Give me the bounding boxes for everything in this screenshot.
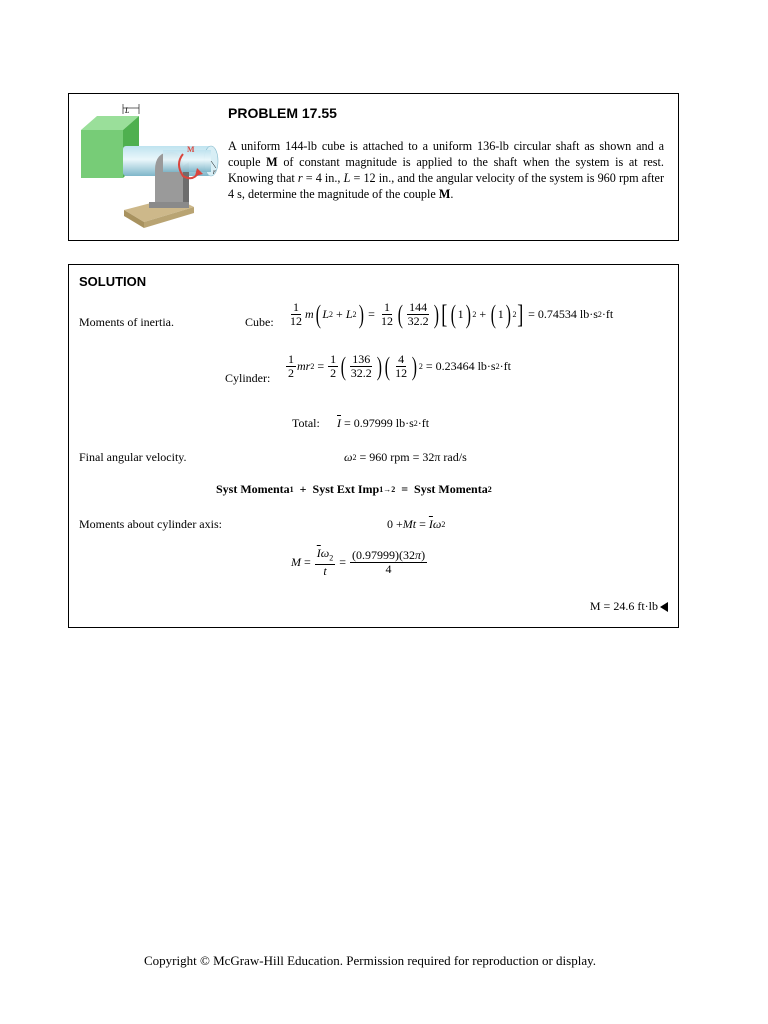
problem-box bbox=[68, 93, 679, 241]
moment-equation: 0 + Mt = $\overline{I}$ ω 2 bbox=[387, 517, 446, 531]
solution-title: SOLUTION bbox=[79, 274, 147, 289]
total-value: = 0.97999 lb·s bbox=[344, 416, 414, 430]
problem-statement: A uniform 144-lb cube is attached to a uniform 136-lb circular shaft as shown and a couple M of constant magnitude is applied to the shaft when the system is at rest. Knowing that r = 4 in., L = 12 in., and the angular velocity of the system is 960 rpm after 4 s, determine the magnitude of the couple M. bbox=[228, 139, 665, 201]
answer-marker-icon bbox=[660, 602, 668, 612]
moments-about-axis-label: Moments about cylinder axis: bbox=[79, 517, 222, 531]
cylinder-label: Cylinder: bbox=[225, 371, 271, 385]
final-angular-velocity-label: Final angular velocity. bbox=[79, 450, 187, 464]
omega-value: = 960 rpm = 32π rad/s bbox=[359, 450, 467, 464]
copyright-notice: Copyright © McGraw-Hill Education. Permission required for reproduction or display. bbox=[143, 953, 597, 968]
figure-label-M: M bbox=[187, 145, 195, 154]
solution-box bbox=[68, 264, 679, 628]
figure-label-r: r bbox=[213, 168, 216, 176]
problem-title: PROBLEM 17.55 bbox=[228, 105, 337, 121]
total-equation: $\overline{I}$ = 0.97999 lb·s 2 ·ft bbox=[337, 416, 430, 430]
cylinder-equation: $\frac{1}{2}$ mr 2 = $\frac{1}{2}$ ( $\frac{136}{32.2}$ ) ( $\frac{4}{12}$ ) 2 = 0.23464 lb·s 2 ·ft bbox=[288, 351, 511, 381]
moments-of-inertia-label: Moments of inertia. bbox=[79, 315, 174, 329]
m-equation: M = $\frac{\overline{I}\omega_2}{t}$ = $\frac{(0.97999)(32\pi)}{4}$ bbox=[291, 546, 426, 579]
figure-label-L: L bbox=[125, 106, 130, 115]
cube-label: Cube: bbox=[245, 315, 274, 329]
total-label: Total: bbox=[292, 416, 320, 430]
cube-result: = 0.74534 lb·s bbox=[528, 307, 598, 321]
cube-equation: $\frac{1}{12}$ m ( L 2 + L 2 ) = $\frac{1}{12}$ ( $\frac{144}{32.2}$ ) [ ( 1 ) 2 + ( 1 ) 2 ] = 0.74534 lb·s 2 ·ft bbox=[290, 299, 614, 329]
final-answer: M = 24.6 ft·lb bbox=[590, 599, 668, 614]
cylinder-result: = 0.23464 lb·s bbox=[425, 359, 496, 373]
omega-equation: ω 2 = 960 rpm = 32π rad/s bbox=[344, 450, 467, 464]
impulse-momentum-principle: Syst Momenta 1 + Syst Ext Imp 1→2 = Syst Momenta 2 bbox=[216, 482, 492, 496]
cube-shaft-illustration bbox=[79, 102, 219, 230]
